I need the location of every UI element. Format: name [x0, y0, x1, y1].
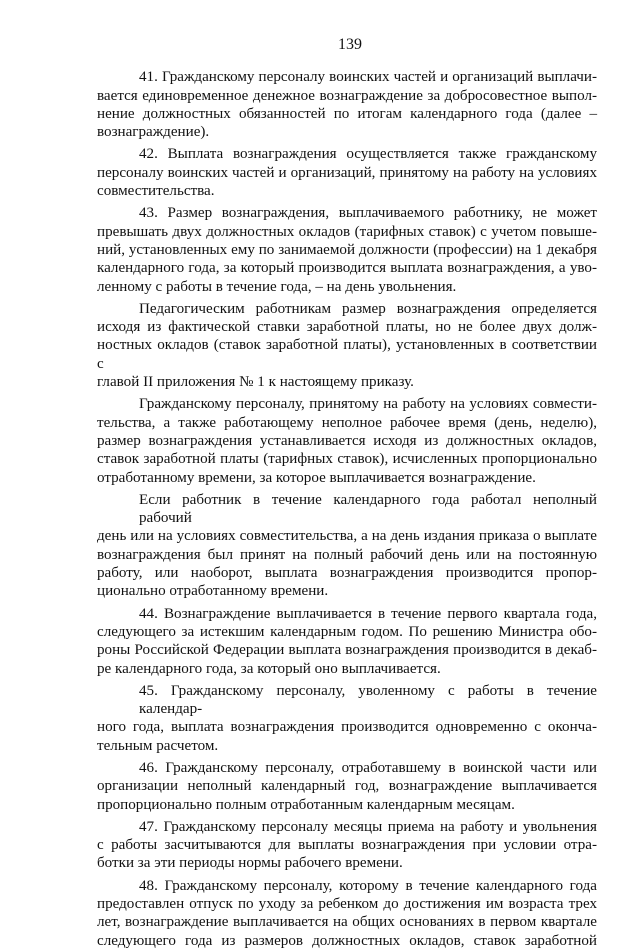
paragraph: [97, 145, 597, 200]
paragraph: [97, 877, 597, 950]
text-line: тельства, а также работающему неполное рабочее время (день, неделю),: [97, 414, 597, 431]
text-line: тельным расчетом.: [97, 737, 219, 754]
page-number: 139: [338, 36, 362, 53]
text-line: нение должностных обязанностей по итогам календарного года (далее –: [97, 105, 597, 122]
text-line: предоставлен отпуск по уходу за ребенком до достижения им возраста трех: [97, 896, 597, 913]
paragraph: [97, 818, 597, 873]
document-body: [97, 68, 597, 950]
text-line: Педагогическим работникам размер вознаграждения определяется: [139, 300, 597, 317]
paragraph: [97, 605, 597, 678]
text-line: 48. Гражданскому персоналу, которому в течение календарного года: [139, 877, 597, 894]
text-line: размер вознаграждения устанавливается исходя из должностных окладов,: [97, 432, 597, 449]
text-line: пропорционально полным отработанным календарным месяцам.: [97, 796, 515, 813]
paragraph: [97, 759, 597, 814]
text-line: 46. Гражданскому персоналу, отработавшему в воинской части или: [139, 759, 597, 776]
text-line: ботки за эти периоды нормы рабочего времени.: [97, 855, 403, 872]
text-line: организации неполный календарный год, вознаграждение выплачивается: [97, 778, 597, 795]
text-line: 42. Выплата вознаграждения осуществляется также гражданскому: [139, 146, 597, 163]
paragraph: [97, 300, 597, 391]
text-line: Если работник в течение календарного года работал неполный рабочий: [139, 491, 597, 527]
text-line: следующего года из размеров должностных окладов, ставок заработной: [97, 932, 597, 949]
text-line: персоналу воинских частей и организаций, принятому на работу на условиях: [97, 164, 597, 181]
paragraph: [97, 491, 597, 601]
paragraph: [97, 395, 597, 486]
text-line: с работы засчитываются для выплаты вознаграждения при условии отра-: [97, 837, 597, 854]
paragraph: [97, 682, 597, 755]
paragraph: [97, 68, 597, 141]
text-line: вознаграждение).: [97, 124, 210, 141]
text-line: ленному с работы в течение года, – на день увольнения.: [97, 278, 457, 295]
text-line: 44. Вознаграждение выплачивается в течение первого квартала года,: [139, 605, 597, 622]
text-line: 41. Гражданскому персоналу воинских частей и организаций выплачи-: [139, 69, 597, 86]
text-line: исходя из фактической ставки заработной платы, но не более двух долж-: [97, 319, 597, 336]
text-line: ставок заработной платы (тарифных ставок), исчисленных пропорционально: [97, 451, 597, 468]
text-line: календарного года, за который производится выплата вознаграждения, а уво-: [97, 260, 597, 277]
text-line: 45. Гражданскому персоналу, уволенному с работы в течение календар-: [139, 682, 597, 718]
text-line: отработанному времени, за которое выплачивается вознаграждение.: [97, 469, 536, 486]
text-line: совместительства.: [97, 183, 215, 200]
text-line: следующего за истекшим календарным годом. По решению Министра обо-: [97, 623, 597, 640]
text-line: ностных окладов (ставок заработной платы), установленных в соответствии с: [97, 337, 597, 372]
text-line: Гражданскому персоналу, принятому на работу на условиях совмести-: [139, 396, 597, 413]
text-line: ного года, выплата вознаграждения производится одновременно с оконча-: [97, 719, 597, 736]
text-line: роны Российской Федерации выплата вознаграждения производится в декаб-: [97, 642, 597, 659]
text-line: превышать двух должностных окладов (тарифных ставок) с учетом повыше-: [97, 223, 597, 240]
paragraph: [97, 204, 597, 295]
text-line: 43. Размер вознаграждения, выплачиваемого работнику, не может: [139, 205, 597, 222]
text-line: ний, установленных ему по занимаемой должности (профессии) на 1 декабря: [97, 241, 597, 258]
text-line: 47. Гражданскому персоналу месяцы приема на работу и увольнения: [139, 818, 597, 835]
text-line: вознаграждения был принят на полный рабочий день или на постоянную: [97, 546, 597, 563]
text-line: работу, или наоборот, выплата вознаграждения производится пропор-: [97, 565, 597, 582]
text-line: главой II приложения № 1 к настоящему приказу.: [97, 374, 414, 391]
text-line: лет, вознаграждение выплачивается на общих основаниях в первом квартале: [97, 914, 597, 931]
text-line: вается единовременное денежное вознаграждение за добросовестное выпол-: [97, 87, 597, 104]
text-line: ре календарного года, за который оно выплачивается.: [97, 660, 441, 677]
text-line: ционально отработанному времени.: [97, 583, 329, 600]
text-line: день или на условиях совместительства, а на день издания приказа о выплате: [97, 528, 597, 545]
